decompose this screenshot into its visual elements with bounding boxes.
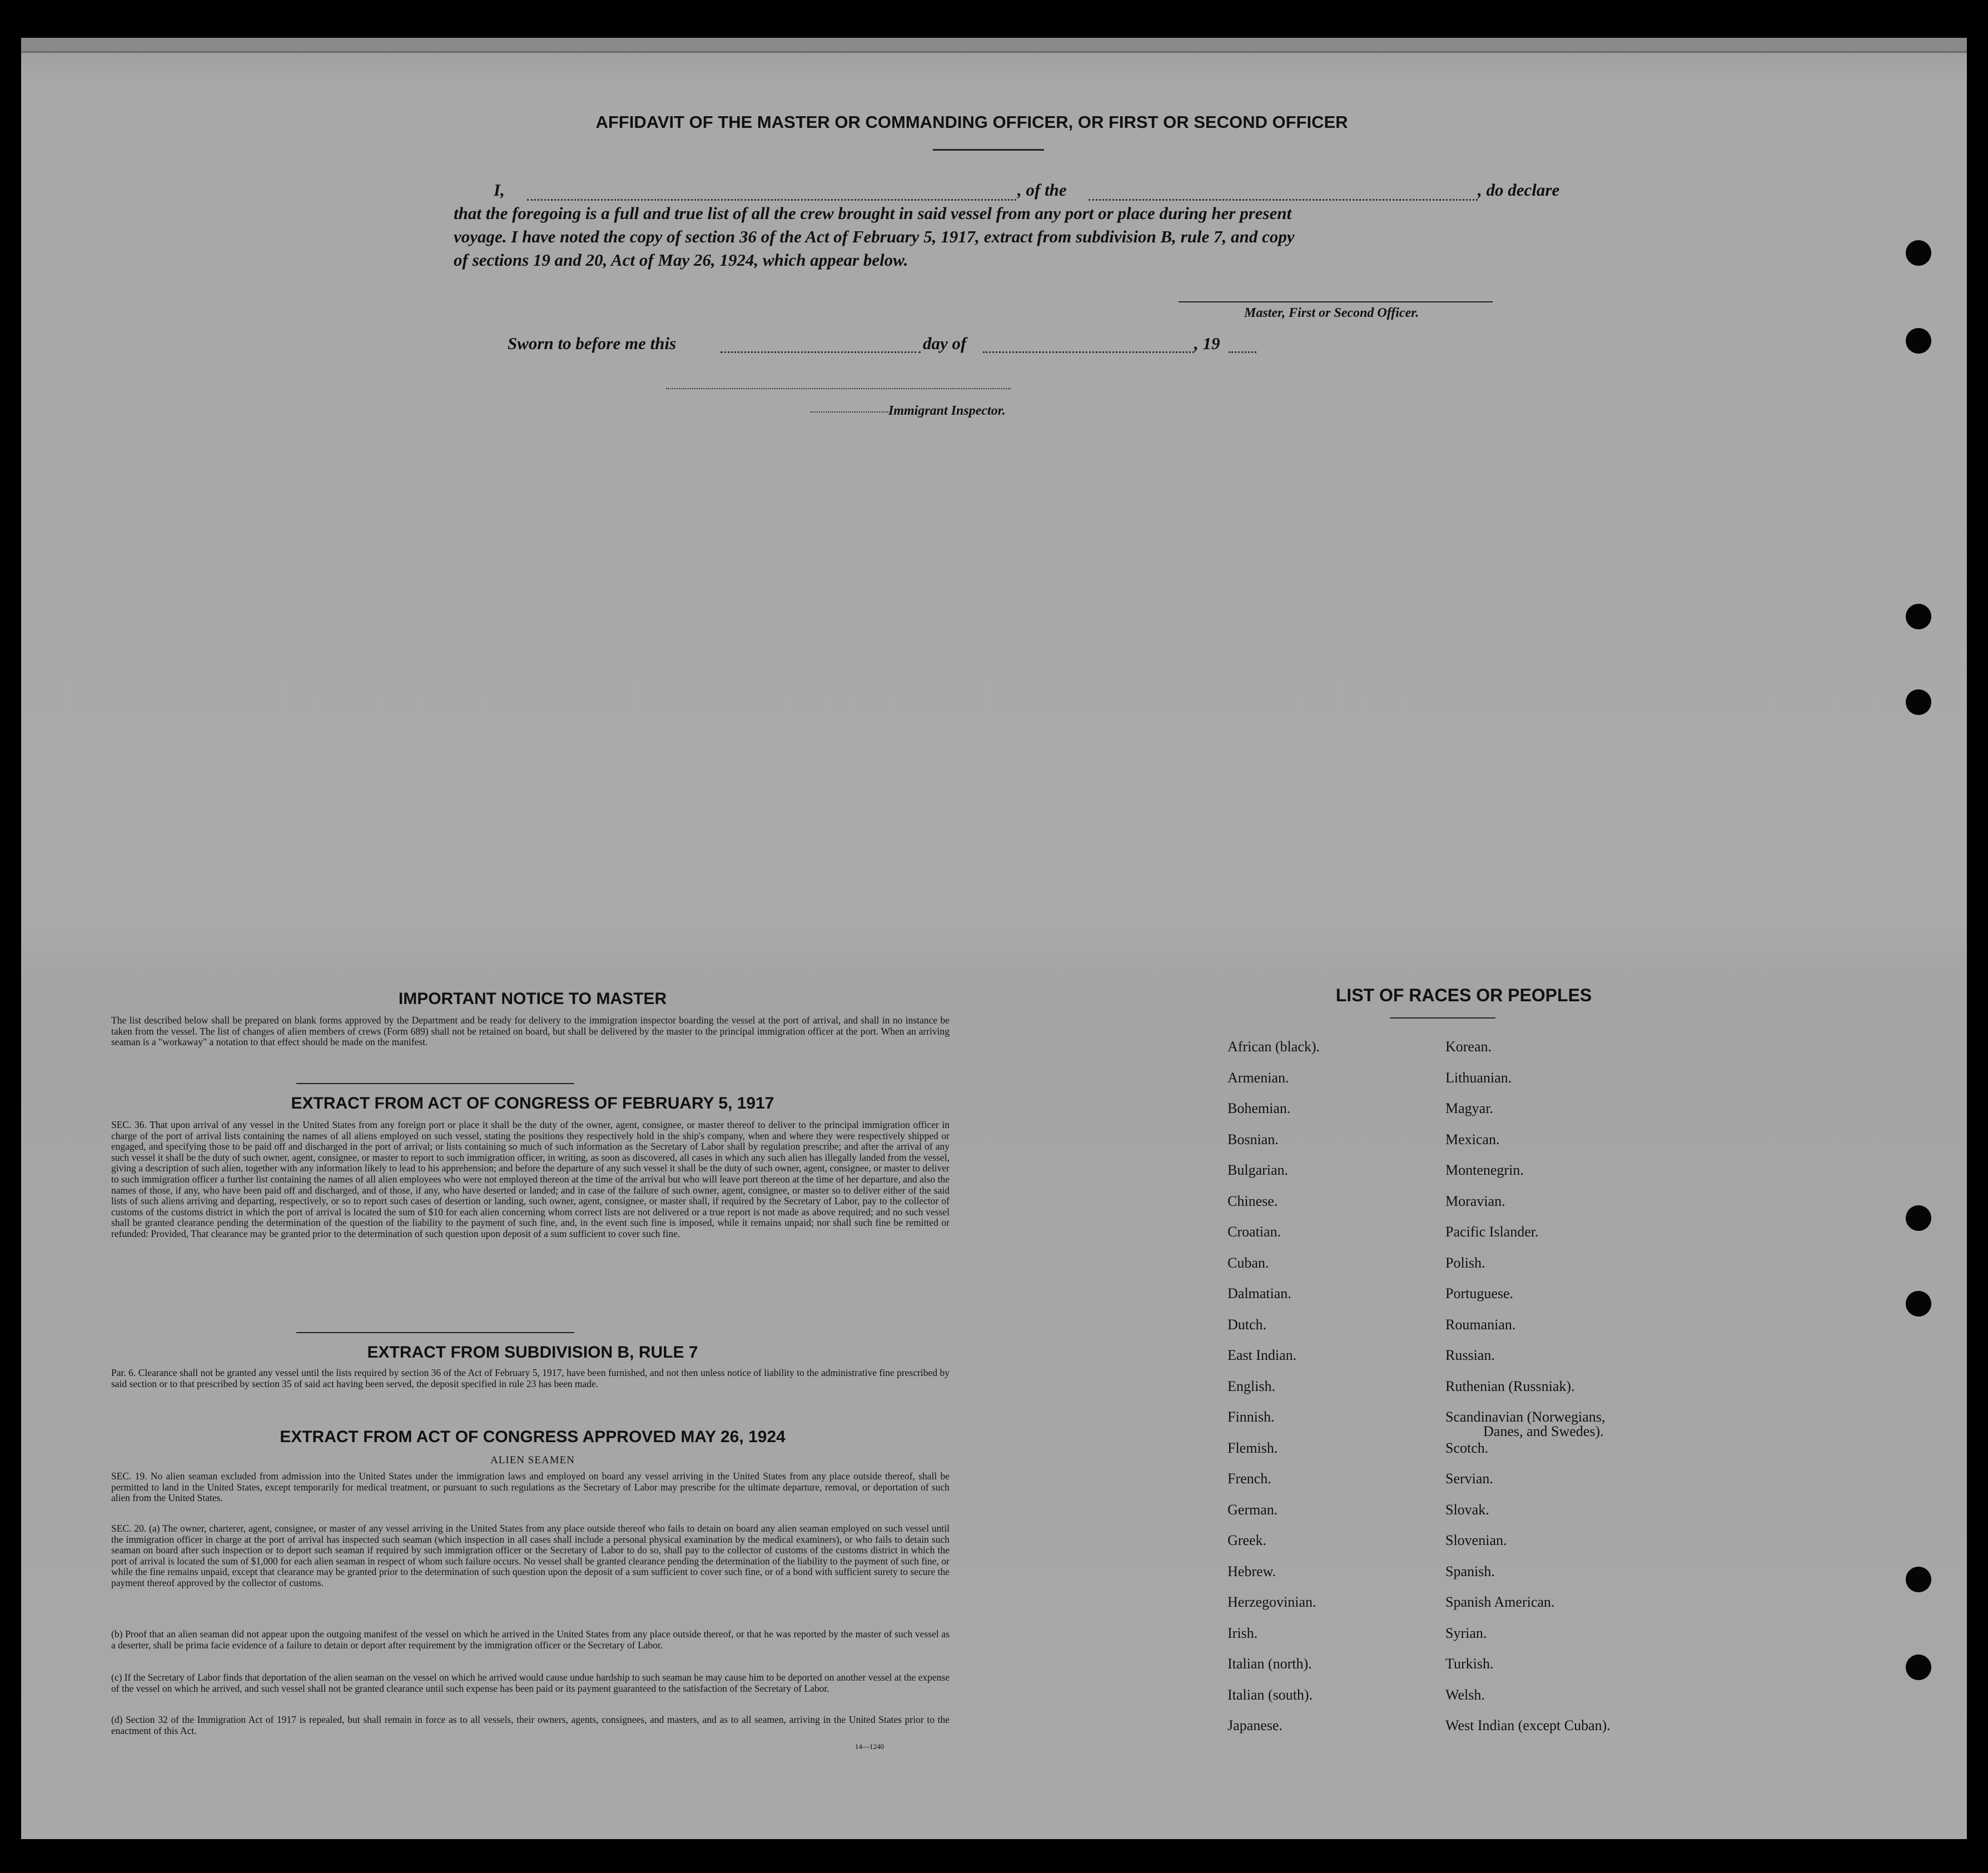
race-item: Russian. (1445, 1347, 1495, 1363)
inspector-label-leader (811, 411, 888, 413)
race-item: Moravian. (1445, 1193, 1505, 1209)
day-of-label: day of (923, 334, 967, 353)
races-title: LIST OF RACES OR PEOPLES (1335, 985, 1592, 1005)
race-item: French. (1227, 1470, 1271, 1487)
race-item: Bulgarian. (1227, 1162, 1289, 1178)
races-left-column (1227, 1039, 1320, 1748)
master-signature-line[interactable] (1179, 301, 1493, 302)
race-item: Japanese. (1227, 1717, 1283, 1733)
race-item: Magyar. (1445, 1100, 1493, 1116)
race-item: Dutch. (1227, 1316, 1267, 1333)
race-item: Lithuanian. (1445, 1069, 1512, 1086)
race-item: Bohemian. (1227, 1100, 1291, 1116)
extract-1924-subtitle: ALIEN SEAMEN (490, 1454, 575, 1466)
document-sheet (21, 38, 1967, 1839)
sworn-label: Sworn to before me this (508, 334, 677, 353)
race-item: Slovak. (1445, 1501, 1489, 1518)
extract-1924-sec20b: (b) Proof that an alien seaman did not appear upon the outgoing manifest of the vessel on which he arrived in the United States from any place outside thereof, or that he was reported by the master of such vessel as a deserter, shall be prima facie evidence of a failure to detain or deport after requirement by the immigration officer or the Secretary of Labor. (111, 1628, 950, 1651)
extract-1917-title: EXTRACT FROM ACT OF CONGRESS OF FEBRUARY 5, 1917 (291, 1094, 774, 1112)
notice-rule (296, 1083, 574, 1084)
race-item: Roumanian. (1445, 1316, 1516, 1333)
race-item: Turkish. (1445, 1656, 1494, 1672)
race-item: Korean. (1445, 1039, 1492, 1055)
race-item: Irish. (1227, 1624, 1258, 1641)
race-item: Scandinavian (Norwegians, (1445, 1409, 1606, 1425)
punch-hole (1906, 604, 1931, 629)
affidavit-line-3: voyage. I have noted the copy of section 36 of the Act of February 5, 1917, extract from subdivision B, rule 7, and copy (454, 227, 1295, 246)
race-item: Slovenian. (1445, 1532, 1507, 1548)
punch-hole (1906, 689, 1931, 715)
races-right-column (1445, 1039, 1611, 1748)
race-item: African (black). (1227, 1039, 1320, 1055)
race-item: Hebrew. (1227, 1563, 1276, 1579)
extract-1917-rule (296, 1332, 574, 1333)
race-item: German. (1227, 1501, 1278, 1518)
do-declare-label: , do declare (1478, 180, 1560, 200)
punch-hole (1906, 328, 1931, 354)
notice-title: IMPORTANT NOTICE TO MASTER (398, 990, 667, 1008)
race-item: Finnish. (1227, 1409, 1275, 1425)
race-item: Mexican. (1445, 1131, 1500, 1147)
year-prefix-label: , 19 (1194, 334, 1220, 353)
sworn-year-field[interactable] (1229, 351, 1256, 353)
affidavit-line-4: of sections 19 and 20, Act of May 26, 1924, which appear below. (454, 250, 908, 270)
race-item: Armenian. (1227, 1069, 1289, 1086)
race-item: Pacific Islander. (1445, 1224, 1539, 1240)
declarant-name-field[interactable] (527, 199, 1016, 201)
race-item: Scotch. (1445, 1439, 1489, 1456)
race-item-scandinavian (1445, 1409, 1611, 1440)
race-item: Italian (north). (1227, 1656, 1312, 1672)
extract-1924-sec19: SEC. 19. No alien seaman excluded from admission into the United States under the immigration laws and employed on board any vessel arriving in the United States from any place outside thereof, shall be permitted to land in the United States, except temporarily for medical treatment, or pursuant to such regulations as the Secretary of Labor may prescribe for the ultimate departure, removal, or deportation of such alien from the United States. (111, 1470, 950, 1504)
race-item: Montenegrin. (1445, 1162, 1524, 1178)
race-item: Ruthenian (Russniak). (1445, 1378, 1575, 1394)
race-item: Polish. (1445, 1254, 1485, 1271)
race-item: Dalmatian. (1227, 1285, 1291, 1301)
extract-1917-body: SEC. 36. That upon arrival of any vessel in the United States from any foreign port or place it shall be the duty of the owner, agent, consignee, or master thereof to deliver to the principal immigration officer in charge of the port of arrival lists containing the names of all aliens employed on such vessel, stating the positions they respectively hold in the ship's company, when and where they were respectively shipped or engaged, and specifying those to be paid off and discharged in the port of arrival; or lists containing so much of such information as the Secretary of Labor shall by regulation prescribe; and after the arrival of any such vessel it shall be the duty of such owner, agent, consignee, or master to report to such immigration officer, in writing, as soon as discovered, all cases in which any such alien has illegally landed from the vessel, giving a description of such alien, together with any information likely to lead to his apprehension; and before the departure of any such vessel it shall be the duty of such owner, agent, consignee, or master to deliver to such immigration officer a further list containing the names of all alien employees who were not employed thereon at the time of the arrival but who will leave port thereon at the time of her departure, and also the names of those, if any, who have been paid off and discharged, and of those, if any, who have deserted or landed; and in case of the failure of such owner, agent, consignee, or master so to deliver either of the said lists of such aliens arriving and departing, respectively, or so to report such cases of desertion or landing, such owner, agent, consignee, or master shall, if required by the Secretary of Labor, pay to the collector of customs of the customs district in which the port of arrival is located the sum of $10 for each alien concerning whom correct lists are not delivered or a true report is not made as above required; and no such vessel shall be granted clearance pending the determination of the question of the liability to the payment of such fine, and, in the event such fine is imposed, while it remains unpaid; nor shall such fine be remitted or refunded: Provided, That clearance may be granted prior to the determination of such question upon deposit of a sum sufficient to cover such fine. (111, 1119, 950, 1239)
affidavit-title: AFFIDAVIT OF THE MASTER OR COMMANDING OFFICER, OR FIRST OR SECOND OFFICER (595, 112, 1348, 132)
race-item: Italian (south). (1227, 1686, 1313, 1703)
paper-top-edge (21, 38, 1967, 53)
extract-1924-title: EXTRACT FROM ACT OF CONGRESS APPROVED MAY 26, 1924 (280, 1428, 786, 1446)
race-item: Herzegovinian. (1227, 1594, 1316, 1610)
race-item: Bosnian. (1227, 1131, 1279, 1147)
form-number: 14—1240 (855, 1742, 884, 1751)
race-item: Syrian. (1445, 1624, 1487, 1641)
extract-1924-sec20d: (d) Section 32 of the Immigration Act of 1917 is repealed, but shall remain in force as to all vessels, their owners, agents, consignees, and masters, and as to all seamen, arriving in the United States prior to the enactment of this Act. (111, 1714, 950, 1736)
extract-1924-sec20c: (c) If the Secretary of Labor finds that deportation of the alien seaman on the vessel on which he arrived would cause undue hardship to such seaman he may cause him to be deported on another vessel at the expense of the vessel on which he arrived, and such vessel shall not be granted clearance until such expense has been paid or its payment guaranteed to the satisfaction of the Secretary of Labor. (111, 1672, 950, 1694)
affidavit-line-2: that the foregoing is a full and true list of all the crew brought in said vessel from any port or place during her present (454, 203, 1292, 223)
declarant-label: I, (494, 180, 505, 200)
extract-1924-sec20a: SEC. 20. (a) The owner, charterer, agent, consignee, or master of any vessel arriving in the United States from any place outside thereof who fails to detain on board any alien seaman employed on such vessel until the immigration officer in charge at the port of arrival has inspected such seaman (which inspection in all cases shall include a personal physical examination by the medical examiners), or who fails to detain such seaman on board after such inspection or to deport such seaman if required by such immigration officer or the Secretary of Labor to do so, shall pay to the collector of customs of the customs district in which the port of arrival is located the sum of $1,000 for each alien seaman in respect of whom such failure occurs. No vessel shall be granted clearance pending the determination of the liability to the payment of such fine, or while the fine remains unpaid, except that clearance may be granted prior to the determination of such question upon the deposit of a sum sufficient to cover such fine, or of a bond with sufficient surety to secure the payment thereof approved by the collector of customs. (111, 1523, 950, 1588)
race-item: Croatian. (1227, 1224, 1281, 1240)
sworn-month-field[interactable] (983, 351, 1194, 353)
inspector-signature-line[interactable] (666, 388, 1011, 389)
punch-hole (1906, 1567, 1931, 1592)
race-item: Cuban. (1227, 1254, 1269, 1271)
subdivision-b-title: EXTRACT FROM SUBDIVISION B, RULE 7 (367, 1343, 698, 1362)
race-item: Welsh. (1445, 1686, 1485, 1703)
punch-hole (1906, 1205, 1931, 1231)
race-item: Portuguese. (1445, 1285, 1514, 1301)
race-item: Greek. (1227, 1532, 1267, 1548)
sworn-day-field[interactable] (720, 351, 921, 353)
race-item: English. (1227, 1378, 1275, 1394)
inspector-label: Immigrant Inspector. (888, 404, 1006, 418)
race-item: West Indian (except Cuban). (1445, 1717, 1611, 1733)
punch-hole (1906, 1655, 1931, 1680)
title-rule (933, 149, 1044, 151)
race-item: Servian. (1445, 1470, 1493, 1487)
races-rule (1390, 1017, 1495, 1019)
subdivision-b-body: Par. 6. Clearance shall not be granted any vessel until the lists required by section 36 of the Act of February 5, 1917, have been furnished, and not then unless notice of liability to the administrative fine prescribed by said section or to that prescribed by section 35 of said act having been served, the deposit specified in rule 23 has been made. (111, 1367, 950, 1389)
race-item: Spanish American. (1445, 1594, 1555, 1610)
race-item: Chinese. (1227, 1193, 1278, 1209)
master-signature-label: Master, First or Second Officer. (1244, 306, 1419, 320)
race-item-continuation: Danes, and Swedes). (1483, 1423, 1604, 1439)
race-item: Spanish. (1445, 1563, 1495, 1579)
punch-hole (1906, 240, 1931, 266)
of-the-label: , of the (1017, 180, 1067, 200)
race-item: East Indian. (1227, 1347, 1297, 1363)
vessel-name-field[interactable] (1089, 199, 1478, 201)
notice-body: The list described below shall be prepared on blank forms approved by the Department and be ready for delivery to the immigration inspector boarding the vessel at the port of arrival, and shall in no instance be taken from the vessel. The list of changes of alien members of crews (Form 689) shall not be retained on board, but shall be delivered by the master to the principal immigration officer at the port. When an arriving seaman is a "workaway" a notation to that effect should be made on the manifest. (111, 1015, 950, 1048)
punch-hole (1906, 1291, 1931, 1316)
race-item: Flemish. (1227, 1439, 1278, 1456)
